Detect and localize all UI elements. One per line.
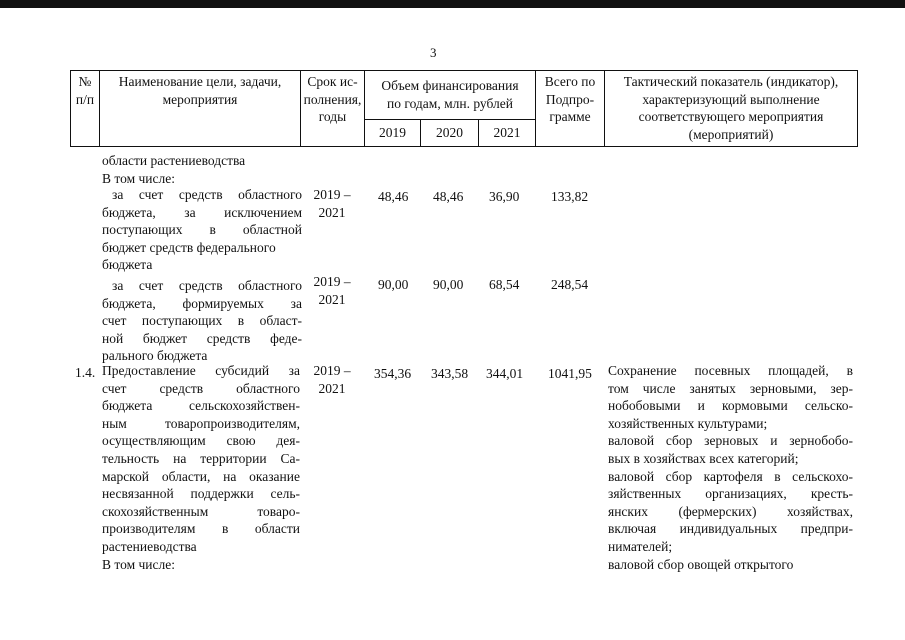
row-federal-funds-2020: 90,00 [433, 277, 464, 292]
header-year-2020: 2020 [436, 125, 463, 140]
header-col-funding: Объем финансирования по годам, млн. рублей [381, 78, 519, 111]
row-regional-budget-name: за счет средств областного бюджета, за исключением поступающих в областной бюджет средств федерального бюджета [102, 187, 302, 273]
row-federal-funds-2021: 68,54 [489, 277, 520, 292]
row-1-4-2021: 344,01 [486, 366, 524, 381]
page-number: 3 [430, 45, 437, 60]
col-line-right [857, 70, 858, 147]
row-1-4-2019: 354,36 [374, 366, 412, 381]
row-regional-budget-term: 2019 – 2021 [313, 187, 351, 220]
row-federal-funds-term: 2019 – 2021 [313, 274, 351, 307]
row-1-4-indicator: Сохранение посевных площадей, в том числе занятых зерновыми, зер- нобобовыми и кормовыми сельско- хозяйственных культурами; валовой сбор зерновых и зернобобо- вых в хозяйствах всех категорий; валовой сбор картофеля в сельскохо- зяйственных организациях, кресть- янских (фермерских) хозяйствах, включая индивидуальных предпри- нимателей; валовой сбор овощей открытого [608, 363, 853, 572]
header-col-indicator: Тактический показатель (индикатор), характеризующий выполнение соответствующего мероприятия (мероприятий) [623, 74, 839, 142]
row-1-4-name: Предоставление субсидий за счет средств областного бюджета сельскохозяйствен- ным товаропроизводителям, осуществляющим свою дея- тельность на территории Са- марской области, на оказание несвязанной поддержки сель- скохозяйственным товаро- производителям в области растениеводства В том числе: [102, 363, 300, 572]
header-col-number: № п/п [75, 74, 95, 107]
row-regional-budget-2021: 36,90 [489, 189, 520, 204]
header-bottom-line [70, 146, 858, 147]
scan-top-border [0, 0, 905, 8]
row-1-4-total: 1041,95 [548, 366, 592, 381]
row-1-4-number: 1.4. [75, 365, 96, 380]
row-federal-funds-2019: 90,00 [378, 277, 409, 292]
row-continuation-name: области растениеводства В том числе: [102, 153, 246, 186]
row-1-4-2020: 343,58 [431, 366, 469, 381]
row-regional-budget-2020: 48,46 [433, 189, 464, 204]
funding-subheader-line [364, 119, 535, 120]
header-col-total: Всего по Подпро- грамме [544, 74, 596, 125]
row-regional-budget-total: 133,82 [551, 189, 589, 204]
header-year-2019: 2019 [379, 125, 406, 140]
header-col-name: Наименование цели, задачи, мероприятия [118, 74, 282, 107]
row-federal-funds-total: 248,54 [551, 277, 589, 292]
header-col-term: Срок ис- полнения, годы [303, 74, 362, 125]
header-year-2021: 2021 [493, 125, 521, 140]
row-federal-funds-name: за счет средств областного бюджета, формируемых за счет поступающих в област- ной бюджет средств феде- рального бюджета [102, 278, 302, 364]
row-1-4-term: 2019 – 2021 [313, 363, 351, 396]
table-top-line [70, 70, 858, 71]
row-regional-budget-2019: 48,46 [378, 189, 409, 204]
